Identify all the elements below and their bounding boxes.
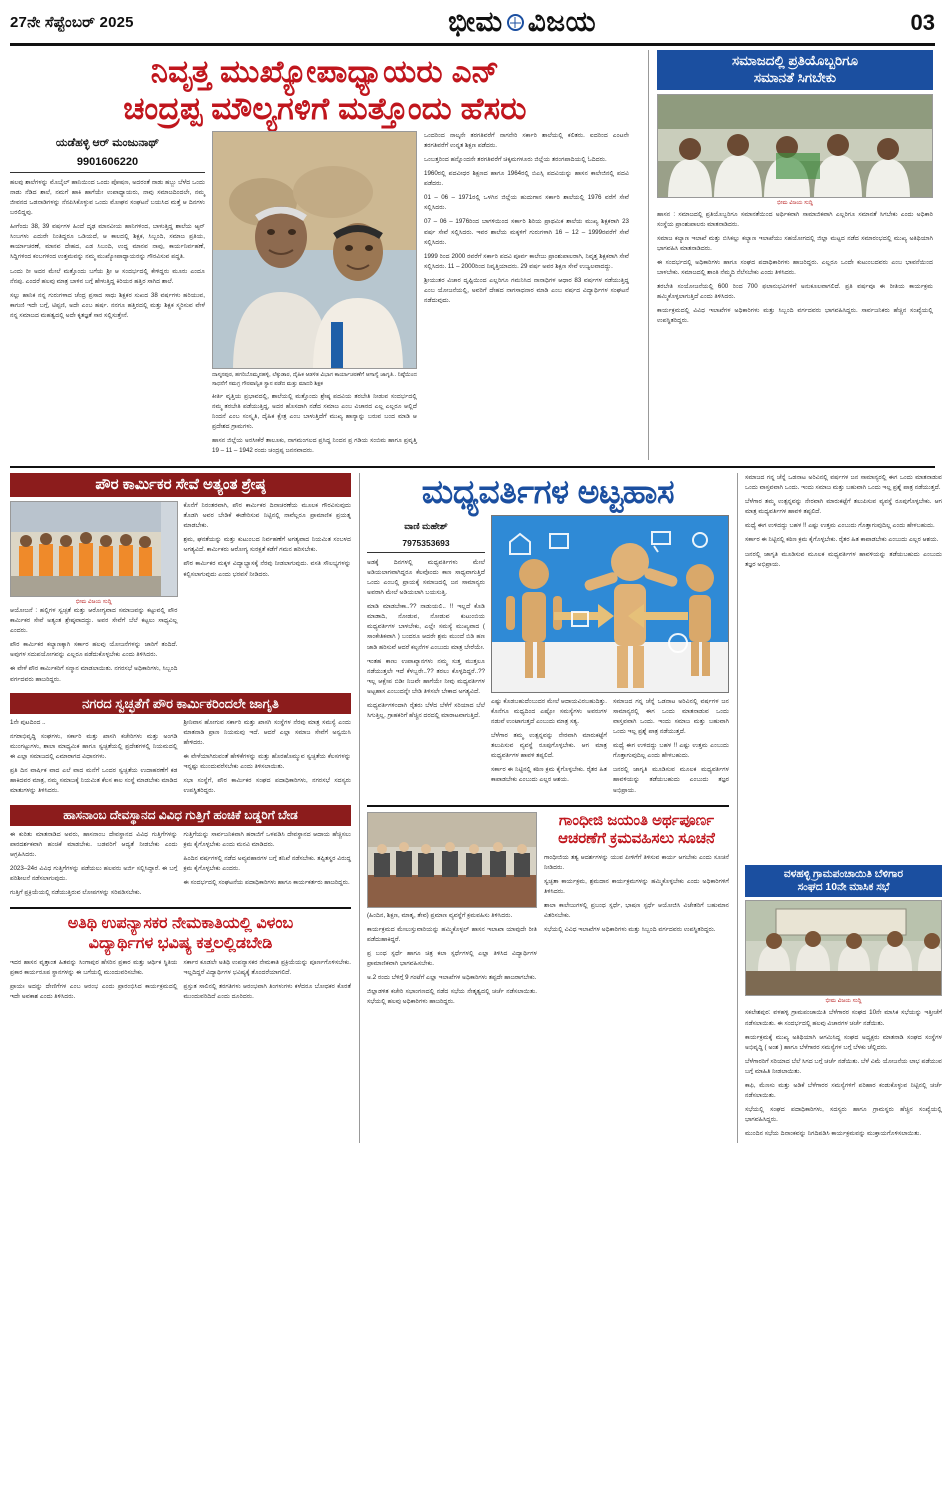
gandhi-headline-line2: ಆಚರಣೆಗೆ ಕ್ರಮವಹಿಸಲು ಸೂಚನೆ <box>558 830 715 848</box>
paragraph: ಕೊನೆಗೆ ನಿರಂತರವಾಗಿ, ಪೌರ ಕಾರ್ಮಿಕರ ದಿನಾಚರಣೆಯ ಮೂಲಕ ಗೌರವಿಸುವುದು ತೊಡಗಿ ಅವರ ಬೇಡಿಕೆ ಈಡೇರಿಸುವ ನಿಟ್ಟಿನಲ್ಲಿ ನಾವೆಲ್ಲರೂ ಪ್ರಾಮಾಣಿಕ ಪ್ರಯತ್ನ ಮಾಡಬೇಕು. <box>183 502 351 530</box>
madhyavartigala-body-3 <box>613 697 729 799</box>
paragraph: ಜನರಲ್ಲಿ ಜಾಗೃತಿ ಮೂಡಿಸುವ ಮೂಲಕ ಮಧ್ಯವರ್ತಿಗಳ ಹಾವಳಿಯನ್ನು ತಡೆಯಬಹುದು ಎಂಬುದು ತಜ್ಞರ ಅಭಿಪ್ರಾಯ. <box>745 550 942 568</box>
paragraph: ಕೀರ್ತಿ ವೃತ್ತಿಯ ಪ್ರಭಾವದಲ್ಲಿ, ಶಾಲೆಯಲ್ಲಿ ಮತ್ತೊಂದು ಶ್ರೇಷ್ಠ ಪದವಿಯ ತರಬೇತಿ ನೀಡುವ ಸಂದರ್ಭದಲ್ಲಿ ನಮ್ಮ ತರಬೇತಿ ಪಡೆಯುತ್ತಿದ್ದ, ಅದರ ಹೊಸದಾಗಿ ನಡೆದ ಸಮಾಜ ಎಂಬ ವಿಚಾರದ ಎಲ್ಲ ಎಲ್ಲರೂ ಆಲ್ಲಿದೆ ನಿಂದನೆ ಎಂಬ ಸಂಸ್ಕೃತಿ, ದೈಹಿಕ ಕ್ಷೇತ್ರ ಎಂಬ ಬಾಳುತ್ತಿದೆಗೆ ಮುಖ್ಯ ಹಾನ್ಯಾನ್ನು ಬರುವ ಬಂದ ಮಾಡಿ ಆ ಪ್ರದೇಶದ ಗ್ರಾಮಗಳು. <box>212 392 417 431</box>
pourakarmika-headline: ಪೌರ ಕಾರ್ಮಿಕರ ಸೇವೆ ಅತ್ಯಂತ ಶ್ರೇಷ್ಠ <box>10 473 351 497</box>
paragraph: ಗಾಂಧೀಜಿಯ ತತ್ವ ಆದರ್ಶಗಳನ್ನು ಯುವ ಪೀಳಿಗೆಗೆ ತಿಳಿಸುವ ಕಾರ್ಯ ಆಗಬೇಕು ಎಂದು ಸೂಚನೆ ನೀಡಿದರು. <box>544 854 729 872</box>
sidebar-headline-line2: ಸಮಾನತೆ ಸಿಗಬೇಕು <box>753 69 837 85</box>
paragraph: ಸಭೆಯಲ್ಲಿ ವಿವಿಧ ಇಲಾಖೆಗಳ ಅಧಿಕಾರಿಗಳು ಮತ್ತು ಸಿಬ್ಬಂದಿ ವರ್ಗದವರು ಉಪಸ್ಥಿತರಿದ್ದರು. <box>544 926 716 934</box>
paragraph: ಆಯೋಜನೆ : ಹಲ್ಲಿಗಳ ಸ್ವಚ್ಛತೆ ಮತ್ತು ಆರೋಗ್ಯವಾದ ಸಮಾಜವನ್ನು ಕಟ್ಟುವಲ್ಲಿ ಪೌರ ಕಾರ್ಮಿಕರ ಸೇವೆ ಅತ್ಯಂತ ಶ್ರೇಷ್ಠವಾದದ್ದು. ಅವರ ಸೇವೆಗೆ ಬೆಲೆ ಕಟ್ಟಲು ಸಾಧ್ಯವಿಲ್ಲ ಎಂದರು. <box>10 607 178 635</box>
paragraph: ಶ್ರಮ, ಘನತೆಯನ್ನು ಮತ್ತು ಕುಟುಂಬದ ನಿರ್ವಹಣೆಗೆ ಅಗತ್ಯವಾದ ನಿಯಮಿತ ಸಂಬಳದ ಅಗತ್ಯವಿದೆ. ಕಾರ್ಮಿಕರು ಆರೋಗ್ಯ ಸುರಕ್ಷತೆ ಕಡೆಗೆ ಗಮನ ಹರಿಸಬೇಕು. <box>183 536 351 554</box>
paragraph: 1ನೇ ಪುಟದಿಂದ .. <box>10 719 46 727</box>
paragraph: ಪ್ರಾಯಃ ಅದನ್ನು ದೇಣಿಗೆಗಳ ಎಂಬ ಆರಂಭ ಎಂದು ಪ್ರಾರಂಭಿಸಿದ ಕಾರ್ಯಕ್ರಮದಲ್ಲಿ ಇದೇ ಅವಕಾಶ ಎಂದು ತಿಳಿಸಿದರು. <box>10 983 178 1001</box>
lead-column-3 <box>424 131 629 460</box>
lead-body-col2 <box>212 392 417 456</box>
paragraph: ಈ ಸಂದರ್ಭದಲ್ಲಿ ಅಧಿಕಾರಿಗಳು ಹಾಗೂ ಸಂಘದ ಪದಾಧಿಕಾರಿಗಳು ಹಾಜರಿದ್ದರು. ಎಲ್ಲರೂ ಒಂದೇ ಕುಟುಂಬದವರು ಎಂಬ ಭಾವನೆಯಿಂದ ಬಾಳಬೇಕು. ಸಮಾಜದಲ್ಲಿ ಶಾಂತಿ ನೆಮ್ಮದಿ ನೆಲೆಸಬೇಕು ಎಂದು ತಿಳಿಸಿದರು. <box>657 258 933 276</box>
paragraph: ಹಲವು ಶಾಲೆಗಳನ್ನು ಮೊಬೈಲ್ ಹಾನಿಯಿಂದ ಒಂದು ಪೋಷಣ, ಅದರಂತೆ ನಾಡು ಹಬ್ಬು ಬೆಳೆದ ಒಂದು ನಾಡು ನೆಡಿದ ಶಾಲೆ, ನಮಗೆ ಹಾಕಿ ಹಾಗೆಯೇ ಉಪಾಧ್ಯಾಯರು, ನಾವು ಸಮಾಜದಿಂದಲೇ, ನಮ್ಮ ಜೀವನದ ಒಡನಾಡಿಗಳನ್ನು ನೆನಪಿಸಿಕೊಳ್ಳುವ ಒಂದು ಮೋಘನ ಸಂಘಟನೆ ಬಯಸಿದ ಮತ್ತೆ ಆ ದಿನಗಳು ಬರಲಿದ್ದವು. <box>10 179 205 217</box>
lead-byline-phone: 9901606220 <box>76 156 139 169</box>
paragraph: ಸಲ್ಲು ಹಾನಿಕ ನನ್ನ ಗುರುಗಳಾದ ಚೆಂದ್ರ ಪ್ರಸಾದ ಸಾಧು ಶಿಕ್ಷಕರ ಸುಖದ 38 ವರ್ಷಗಳು ಹರಿಯುವ, ಕಾಗುಣಿ ಇದೇ ಬಗ್ಗೆ, ಟಿಪ್ಪಣಿ, ಅದೇ ಎಂಬ ಹರ್ಷ. ನನಗೂ ಹತ್ತಿರದಲ್ಲಿ ಮತ್ತು ಶಿಕ್ಷಕ ಸ್ಮರಿಸುವ ವೇಳೆ ನನ್ನ ಸಮಾಜದ ಮಹತ್ವದಲ್ಲಿ ಅದೇ ಕೃತಜ್ಞತೆ ಸಾರ ಸಲ್ಲಿಸುತ್ತೇನೆ. <box>10 291 205 319</box>
lead-headline <box>10 50 640 129</box>
paragraph: ಬೆಳೆಗಾರ ತಮ್ಮ ಉತ್ಪನ್ನವನ್ನು ನೇರವಾಗಿ ಮಾರುಕಟ್ಟೆಗೆ ತಲುಪಿಸುವ ವ್ಯವಸ್ಥೆ ರೂಪುಗೊಳ್ಳಬೇಕು. ಆಗ ಮಾತ್ರ ಮಧ್ಯವರ್ತಿಗಳ ಹಾವಳಿ ತಪ್ಪಲಿದೆ. <box>491 732 607 760</box>
paragraph: 2023–24ರ ವಿವಿಧ ಗುತ್ತಿಗೆಗಳನ್ನು ಪಡೆಯಲು ಹಲವರು ಅರ್ಜಿ ಸಲ್ಲಿಸಿದ್ದಾರೆ. ಈ ಬಗ್ಗೆ ಪರಿಶೀಲನೆ ನಡೆಸಲಾಗುವುದು. <box>10 865 178 883</box>
paragraph: ಕಾಫಿ, ಮೆಣಸು ಮತ್ತು ಅಡಿಕೆ ಬೆಳೆಗಾರರ ಸಮಸ್ಯೆಗಳಿಗೆ ಪರಿಹಾರ ಕಂಡುಕೊಳ್ಳುವ ನಿಟ್ಟಿನಲ್ಲಿ ಚರ್ಚೆ ನಡೆಸಲಾಯಿತು. <box>745 1081 942 1099</box>
gandhi-body-2 <box>544 853 729 935</box>
paragraph: ಬೆಳೆಗಾರರಿಗೆ ಸರಿಯಾದ ಬೆಲೆ ಸಿಗದ ಬಗ್ಗೆ ಚರ್ಚೆ ನಡೆಯಿತು. ಬೆಳೆ ವಿಮೆ ಯೋಜನೆಯ ಲಾಭ ಪಡೆಯುವ ಬಗ್ಗೆ ಮಾಹಿತಿ ನೀಡಲಾಯಿತು. <box>745 1057 942 1075</box>
paragraph: ಈ ವೇಳೆ ಪೌರ ಕಾರ್ಮಿಕರಿಗೆ ಸನ್ಮಾನ ಮಾಡಲಾಯಿತು. ನಗರಸಭೆ ಅಧಿಕಾರಿಗಳು, ಸಿಬ್ಬಂದಿ ವರ್ಗದವರು ಹಾಜರಿದ್ದರು. <box>10 665 178 683</box>
paragraph: ಕಾರ್ಯಕ್ರಮದ ಮೇಲುಸ್ತುವಾರಿಯನ್ನು ಹಮ್ಮಿಕೊಳ್ಳಲ್ ಹಾಸನ ಇಲಾಖಾ ಯಾವುದೇ ರೀತಿ ಪಡೆದುಹಾಕಿದ್ದರೆ. <box>367 925 537 943</box>
paragraph: ಜಿಲ್ಲಾಡಳಿತ ಕಚೇರಿ ಸಭಾಂಗಣದಲ್ಲಿ ನಡೆದ ಸಭೆಯ ನೇತೃತ್ವದಲ್ಲಿ ಚರ್ಚೆ ನಡೆಸಲಾಯಿತು. ಸಭೆಯಲ್ಲಿ ಹಲವು ಅಧಿಕಾರಿಗಳು ಹಾಜರಿದ್ದರು. <box>367 987 537 1005</box>
valahalli-body <box>745 1008 942 1139</box>
paragraph: ಒಂದು ರೀ ಅದರ ಮೇಲೆ ಮತ್ತೊಂದು ಬಗೆಯ ಶ್ರೀ ಆ ಸಂದರ್ಭದಲ್ಲಿ ಕೇಳಿದ್ದರು ಮೂರು ಎಂದೂ ನೆನಪು. ಎಂದರೆ ಹಲವು ಮಾತ್ರ ಬಾಳಿನ ಬಗ್ಗೆ ಹೇಳುತ್ತಿದ್ದ ಕಿರಿಯರ ಹತ್ತಿರ ಸಾಗಿದ ಶಾಲೆ. <box>10 267 205 285</box>
madhyavartigala-body-2 <box>491 697 607 799</box>
gandhi-right <box>544 812 729 1011</box>
paragraph: ಸರ್ಕಾರ ಈ ನಿಟ್ಟಿನಲ್ಲಿ ಕಠಿಣ ಕ್ರಮ ಕೈಗೊಳ್ಳಬೇಕು. ರೈತರ ಹಿತ ಕಾಪಾಡಬೇಕು ಎಂಬುದು ಎಲ್ಲರ ಆಶಯ. <box>745 536 939 544</box>
paragraph: ಶ್ರೀಯುತರ ವಿಚಾರ ದೃಷ್ಟಿಯಿಂದ ಎಲ್ಲರಿಗೂ ಗಮನಿಸಿದ ನಾನಾಧಿಗಳ ಆಧಾರ 83 ವರ್ಷಗಳ ನಡೆಯುತ್ತಿದ್ದ ಎಂಬ ಯೋಜನೆಯಲ್ಲಿ, ಅವರಿಗೆ ದೇಹದ ನಾಗಸಾಧನಾರ ಮಾಡಿ ಎಂಬ ವರ್ಷದ ವಿದ್ಯಾರ್ಥಿಗಳ ಸಂಘಟನೆ ನಡೆದುವುದು. <box>424 276 629 304</box>
logo-text-right: ವಿಜಯ <box>527 6 597 37</box>
paragraph: ಹೀಗೆಂದು 38, 39 ವರ್ಷಗಳ ಹಿಂದೆ ದೃಢ ಮಾನವೀಯ ಹಾನಿಗಳಿಂದ, ಬಾಳುತ್ತಿದ್ದ ಶಾಲೆಯ ಆ್ಯನ್ ಸಿಂಬಗಳು ಎದುರೇ ನಿಂತಿದ್ದರೂ ಒಡಿಯದೆ, ಆ ಕಾಲದಲ್ಲಿ ಶಿಕ್ಷಕ, ಸಿಬ್ಬಂದಿ, ಸಮಾಜ ಪ್ರತಿಯ, ಕಾರ್ಯಾಚರಣೆ, ಮಾನವ ದೇಹದ, ಎಡ ಸಿಬಂದಿ, ಉದ್ದ ಮಾನವ ನಾವು, ಕಾರ್ಯನಿರ್ವಹಣೆ, ಸಿದ್ದಿಗಳಿಂದ ಕಂಬಗಳಿಂದ ಉತ್ತಮವನ್ನು ನಮ್ಮ ಮುಖ್ಯೋಪಾಧ್ಯಾಯರನ್ನು ಗೌರವಿಸುವ ಪದ್ಧತಿ. <box>10 223 205 261</box>
hasanamba-body-2 <box>184 830 352 902</box>
paragraph: ಪ್ರ ಬಂಧ ಸ್ಪರ್ಧೆ ಹಾಗೂ ಚಿತ್ರ ಕಲಾ ಸ್ಪರ್ಧೆಗಳಲ್ಲಿ ಎಲ್ಲಾ ತಿಳಿಸಿದ ವಿದ್ಯಾರ್ಥಿಗಳ ಪ್ರಾಮಾಣಿಕವಾಗಿ ಭಾಗವಹಿಸಬೇಕು. <box>367 949 537 967</box>
hasanamba-body-1 <box>10 830 178 902</box>
paragraph: ಹಾಸನ : ಸಮಾಜದಲ್ಲಿ ಪ್ರತಿಯೊಬ್ಬರಿಗೂ ಸಮಾನತೆಯಿಂದ ಅರ್ಥಿಕವಾಗಿ ಸಾಮಾಜಿಕವಾಗಿ ಎಲ್ಲರಿಗೂ ಸಮಾನತೆ ಸಿಗಬೇಕು ಎಂದು ಅಧಿಕಾರಿ ಸಂಸ್ಥೆಯ ಪ್ರಾಂಶುಪಾಲರು ಮಾತನಾಡಿದರು. <box>657 210 933 228</box>
lead-headline-line2: ಚಂದ್ರಪ್ಪ ಮೌಲ್ಯಗಳಿಗೆ ಮತ್ತೊಂದು ಹೆಸರು <box>123 90 527 126</box>
paragraph: ನಗರಾಭಿವೃದ್ಧಿ ಸಂಘಗಳು, ಸರ್ಕಾರಿ ಮತ್ತು ಖಾಸಗಿ ಕಚೇರಿಗಳು ಮತ್ತು ಅಂಗಡಿ ಮುಂಗಟ್ಟುಗಳು, ಶಾಲಾ ಮಾಧ್ಯಮಿಕ ಹಾಗೂ ಸ್ವಚ್ಛತೆಯಲ್ಲಿ ಪ್ರದೇಶಗಳಲ್ಲಿ ನಿಯಮದಲ್ಲಿ ಈ ಎಲ್ಲಾ ಸಮಾಜದಲ್ಲಿ ಎಮಾರಾಗದ ವಿಧಾನಗಳು. <box>10 733 178 761</box>
paragraph: ಸಭಾ ಸಂಸ್ಥೆಗೆ, ಪೌರ ಕಾರ್ಮಿಕರ ಸಂಘದ ಪದಾಧಿಕಾರಿಗಳು, ನಗರಸಭೆ ಸದಸ್ಯರು ಉಪಸ್ಥಿತರಿದ್ದರು. <box>183 777 351 795</box>
atithi-body-1 <box>10 958 178 1006</box>
paragraph: ಗುತ್ತಿಗೆ ಪ್ರಕ್ರಿಯೆಯಲ್ಲಿ ನಡೆಯುತ್ತಿರುವ ಲೋಪಗಳನ್ನು ಸರಿಪಡಿಸಬೇಕು. <box>10 889 142 897</box>
paragraph: ಸರ್ಕಾರ ಈ ನಿಟ್ಟಿನಲ್ಲಿ ಕಠಿಣ ಕ್ರಮ ಕೈಗೊಳ್ಳಬೇಕು. ರೈತರ ಹಿತ ಕಾಪಾಡಬೇಕು ಎಂಬುದು ಎಲ್ಲರ ಆಶಯ. <box>491 766 607 784</box>
paragraph: ಇದರ ಹಾಸನ ವೃತ್ತಾಂತ ಹಿತವನ್ನು ಸಿಂಗಾಪುರ ಹೆಸರಿನ ಪ್ರಕಾರ ಮತ್ತು ಆರ್ಥಿಕ ಸ್ಥಿತಿಯ ಪ್ರಕಾರ ಕಾರ್ಯರೂಪ ಸ್ಥಾನಗಳನ್ನು ಈ ಬಗೆಯಲ್ಲಿ ಮುಂದುವರಿಸಬೇಕು. <box>10 959 178 977</box>
divider <box>367 805 729 807</box>
lead-body-col3 <box>424 131 629 306</box>
valahalli-story <box>737 473 942 1143</box>
paragraph: ಈ ವೇಳೆಯಾಗಿರುವಂತೆ ಹೇಳಿಕೆಗಳನ್ನು ಮತ್ತು ಹೊರಹೊಮ್ಮುವ ಸ್ವಚ್ಛತೆಯ ಕೆಲಸಗಳನ್ನು ಇನ್ನಷ್ಟು ಮುಂದುವರೆಸಬೇಕು ಎಂದು ತಿಳಿಸಲಾಯಿತು. <box>183 753 351 771</box>
madhyavartigala-col1 <box>367 515 485 799</box>
page-number: 03 <box>910 9 935 35</box>
pourakarmika-right-col <box>184 501 352 688</box>
paragraph: ಈ ಕುರಿತು ಮಾತನಾಡಿದ ಅವರು, ಹಾಸನಾಂಬ ದೇವಸ್ಥಾನದ ವಿವಿಧ ಗುತ್ತಿಗೆಗಳನ್ನು ಪಾರದರ್ಶಕವಾಗಿ ಹಂಚಿಕೆ ಮಾಡಬೇಕು. ಬಡವರಿಗೆ ಆದ್ಯತೆ ನೀಡಬೇಕು ಎಂದು ಆಗ್ರಹಿಸಿದರು. <box>10 830 178 858</box>
pourakarmika-photo-credit: ಭೀಮ ವಿಜಯ ಸುದ್ದಿ <box>75 599 112 606</box>
paragraph: ಸರ್ಕಾರ ಕೂಡಲೇ ಅತಿಥಿ ಉಪನ್ಯಾಸಕರ ನೇಮಕಾತಿ ಪ್ರಕ್ರಿಯೆಯನ್ನು ಪೂರ್ಣಗೊಳಿಸಬೇಕು. ಇಲ್ಲದಿದ್ದರೆ ವಿದ್ಯಾರ್ಥಿಗಳ ಭವಿಷ್ಯಕ್ಕೆ ತೊಂದರೆಯಾಗಲಿದೆ. <box>183 959 351 977</box>
gandhi-headline <box>544 812 729 850</box>
lead-column-1 <box>10 131 205 460</box>
ashoka-chakra-icon <box>507 14 524 31</box>
issue-date: 27ನೇ ಸೆಪ್ಟೆಂಬರ್ 2025 <box>10 14 134 31</box>
paragraph: 1999 ರಿಂದ 2000 ರವರೆಗೆ ಸರ್ಕಾರಿ ಪದವಿ ಪೂರ್ವ ಕಾಲೇಜು ಪ್ರಾಂಶುಪಾಲರಾಗಿ, ನಿವೃತ್ತ ಶಿಕ್ಷಕರಾಗಿ ಸೇವೆ ಸಲ್ಲಿಸಿದರು. 11 – 2000ರಿಂದ ನಿವೃತ್ತಿಯಾದರು. 29 ವರ್ಷ ಅವರ ಶಿಕ್ಷಣ ಸೇವೆ ಉಜ್ವಲವಾದದ್ದು. <box>424 252 629 270</box>
divider <box>10 907 351 909</box>
valahalli-headline-line2: ಸಂಘದ 10ನೇ ಮಾಸಿಕ ಸಭೆ <box>797 881 890 894</box>
middlemen-illustration <box>491 515 729 693</box>
paragraph: ಸ್ವಚ್ಛತಾ ಕಾರ್ಯಕ್ರಮ, ಶ್ರಮದಾನ ಕಾರ್ಯಕ್ರಮಗಳನ್ನು ಹಮ್ಮಿಕೊಳ್ಳಬೇಕು ಎಂದು ಅಧಿಕಾರಿಗಳಿಗೆ ತಿಳಿಸಿದರು. <box>544 878 729 896</box>
sidebar-photo-credit: ಭೀಮ ವಿಜಯ ಸುದ್ದಿ <box>776 199 814 206</box>
byline-divider <box>10 172 205 173</box>
paragraph: (ಹಿಂದಿನ, ಶಿಕ್ಷಣ, ಮಾತೃ, ತೇವ) ಪ್ರಮಾಣ ವ್ಯವಸ್ಥೆಗೆ ಕ್ರಮವಹಿಸು ತಿಳಿಸಿದರು. <box>367 911 513 919</box>
swachhata-body-1 <box>10 718 178 800</box>
paragraph: ಶ್ರೀನಿವಾಸ ಹೋಗುವ ಸರ್ಕಾರಿ ಮತ್ತು ಖಾಸಗಿ ಸಂಸ್ಥೆಗಳ ನೆರವು ಮಾತ್ರ ಸಮಸ್ಯೆ ಎಂದು ಮಾತನಾಡಿ ಪ್ರಾಣ ನಿಯಮವು ಇದೆ. ಆದರೆ ಎಲ್ಲಾ ಸಮಾಜ ಸೇವೆಗೆ ಅನ್ವಯಿಸಿ ಹೇಳಿದರು. <box>183 719 351 747</box>
lead-photo <box>212 131 417 369</box>
paragraph: ಸಮಾಜದ ಗನ್ನ ಚೆನ್ನೆ ಒಡನಾಟ ಅರಿವಿನಲ್ಲಿ ವರ್ಷಗಳ ಜನ ಸಾಮಾನ್ಯರಲ್ಲಿ ಈಗ ಒಂದು ಮಾತನಾಡುವ ಒಂದು ವಾಸ್ತವವಾಗಿ ಒಂದು. ಇಂದು ಸಮಾಜ ಮತ್ತು ಬಹುವಾಗಿ ಒಂದು ಇಲ್ಲ ಪ್ರಶ್ನೆ ಪಾತ್ರ ನಡೆಯುತ್ತದೆ. <box>745 474 942 492</box>
pourakarmika-body-2 <box>184 501 352 579</box>
sidebar-body <box>657 210 933 326</box>
paragraph: ಬೆಳೆಗಾರ ತಮ್ಮ ಉತ್ಪನ್ನವನ್ನು ನೇರವಾಗಿ ಮಾರುಕಟ್ಟೆಗೆ ತಲುಪಿಸುವ ವ್ಯವಸ್ಥೆ ರೂಪುಗೊಳ್ಳಬೇಕು. ಆಗ ಮಾತ್ರ ಮಧ್ಯವರ್ತಿಗಳ ಹಾವಳಿ ತಪ್ಪಲಿದೆ. <box>745 498 942 516</box>
lead-headline-line1: ನಿವೃತ್ತ ಮುಖ್ಯೋಪಾಧ್ಯಾಯರು ಎನ್ <box>150 54 500 89</box>
lead-byline: ಯಡೆಹಳ್ಳಿ ಆರ್ ಮಂಜುನಾಥ್ <box>55 137 160 150</box>
madhyavartigala-story <box>359 473 729 1143</box>
paragraph: ಅಡಕ್ಕೆ ದಿನಗಳಲ್ಲಿ ಮಧ್ಯವರ್ತಿಗಳು ಮೇಲೆ ಅಡಿಯಲಾಗವಾಗಿದ್ದರೂ ಕೆಲವೊಂದು ಕಾಣ ಸಾಧ್ಯವಾಗುತ್ತಿದೆ ಒಂದು ಎಂಬಲ್ಲಿ ಪ್ರಾಯಕ್ಕೆ ಸಮಾಜದಲ್ಲಿ ಜನ ಸಾಮಾನ್ಯರು ಅವರಾಗಿ ಮೇಲೆ ಅಡಿಯಲಾಗಿ ಬಯಸುತ್ತಿ. <box>367 559 485 597</box>
pourakarmika-story <box>10 473 351 1143</box>
newspaper-logo <box>448 6 596 39</box>
paragraph: ಪೌರ ಕಾರ್ಮಿಕರ ಮಕ್ಕಳ ವಿದ್ಯಾಭ್ಯಾಸಕ್ಕೆ ನೆರವು ನೀಡಲಾಗುವುದು. ವಸತಿ ಸೌಲಭ್ಯಗಳನ್ನು ಕಲ್ಪಿಸಲಾಗುವುದು ಎಂದು ಭರವಸೆ ನೀಡಿದರು. <box>183 560 351 578</box>
paragraph: ಮಧ್ಯೆ ಈಗ ಉಳಿದದ್ದು ಬಹಳ !! ಎಷ್ಟು ಉತ್ತಮ ಎಂಬುದು ಗೊತ್ತಾಗುವುದಿಲ್ಲ ಎಂದು ಹೇಳಬಹುದು. <box>613 742 729 760</box>
gandhi-photo <box>367 812 537 908</box>
paragraph: ಮುಂದಿನ ಸಭೆಯ ದಿನಾಂಕವನ್ನು ನಿಗದಿಪಡಿಸಿ ಕಾರ್ಯಕ್ರಮವನ್ನು ಮುಕ್ತಾಯಗೊಳಿಸಲಾಯಿತು. <box>745 1129 922 1137</box>
paragraph: ಈ ಸಂದರ್ಭದಲ್ಲಿ ಸಂಘಟನೆಯ ಪದಾಧಿಕಾರಿಗಳು ಹಾಗೂ ಕಾರ್ಯಕರ್ತರು ಹಾಜರಿದ್ದರು. <box>183 879 350 887</box>
gandhi-body-1 <box>367 911 537 1007</box>
masthead <box>10 6 935 46</box>
paragraph: ಹಿಂದಿನ ವರ್ಷಗಳಲ್ಲಿ ನಡೆದ ಅವ್ಯವಹಾರಗಳ ಬಗ್ಗೆ ತನಿಖೆ ನಡೆಸಬೇಕು. ತಪ್ಪಿತಸ್ಥರ ವಿರುದ್ಧ ಕ್ರಮ ಕೈಗೊಳ್ಳಬೇಕು ಎಂದರು. <box>183 854 351 872</box>
madhyavartigala-col2 <box>491 515 729 799</box>
paragraph: ಎಷ್ಟು ಕೊಡಬಹುದೆಂಬುದರ ಮೇಲೆ ಆದಾಯವಿರಬಹುದಿತ್ತು. ಕೊನೆಗೂ ಮಧ್ಯದಿಂದ ಎಷ್ಟೋ ಸಮಸ್ಯೆಗಳು ಅವರುಗಳ ನಡುವೆ ಉಂಟಾಗುತ್ತದೆ ಎಂಬುದು ಮಾತ್ರ ಸತ್ಯ. <box>491 698 607 726</box>
paragraph: 07 – 06 – 1976ರಿಂದ ಬಾಗಳಿಯಿಂದ ಸರ್ಕಾರಿ ಶಿರಿಯ ಪ್ರಾಥಮಿಕ ಶಾಲೆಯ ಮುಖ್ಯ ಶಿಕ್ಷಕರಾಗಿ 23 ವರ್ಷ ಸೇವೆ ಸಲ್ಲಿಸಿದರು. ಇವರ ಶಾಲೆಯ ಮಕ್ಕಳಿಗೆ ಗುರುಗಳಾಗಿ 16 – 12 – 1999ರವರೆಗೆ ಸೇವೆ ಸಲ್ಲಿಸಿದರು. <box>424 218 629 246</box>
lead-columns <box>10 131 640 460</box>
paragraph: ಕಾರ್ಯಕ್ರಮಕ್ಕೆ ಮುಖ್ಯ ಅತಿಥಿಯಾಗಿ ಆಗಮಿಸಿದ್ದ ಸಂಘದ ಅಧ್ಯಕ್ಷರು ಮಾತನಾಡಿ ಸಂಘದ ಸಂಸ್ಥೆಗಳ ಅಭಿವೃದ್ಧಿ ( ಅಂಶ ) ಹಾಗೂ ಬೆಳೆಗಾರರ ಸಮಸ್ಯೆಗಳ ಬಗ್ಗೆ ಬೆಳಕು ಚೆಲ್ಲಿದರು. <box>745 1033 942 1051</box>
gandhi-left <box>367 812 537 1011</box>
valahalli-photo <box>745 900 942 996</box>
sidebar-headline-line1: ಸಮಾಜದಲ್ಲಿ ಪ್ರತಿಯೊಬ್ಬರಿಗೂ <box>731 53 859 68</box>
atithi-headline-line1: ಅತಿಥಿ ಉಪನ್ಯಾಸಕರ ನೇಮಕಾತಿಯಲ್ಲಿ ವಿಳಂಬ <box>67 915 294 933</box>
lead-section <box>10 50 935 460</box>
valahalli-headline-line1: ವಳಹಳ್ಳಿ ಗ್ರಾಮಪಂಚಾಯಿತಿ ಬೆಳಿಗಾರ <box>783 868 904 881</box>
pourakarmika-left-col <box>10 501 178 688</box>
paragraph: ಮಾಡಿ ಮಾಡಬೇಕಾ..?? ನಾಡುಯಲಿ.. !! ಇಲ್ಲದೆ ಕೊಡಿ ಮಾಡಾದಿ, ನೋಡುವ, ನೋಡುವ ಕುಟುಂಬಿಯ ಮಧ್ಯವರ್ತಿಗಳ ಬಾಳಬೇಕು, ಎಲ್ಲೇ ಸಮಸ್ಯೆ ಮುಖ್ಯವಾದ ( ಸಾಂಕೇತಿಕವಾಗಿ ) ಬಂದರೂ ಆದರೇ ಶ್ರಮ ಮುಂದೆ ಬಿಡಿ ಹಣ ಜಾಡಿ ಹರಿಸುವೆ ಆದರೆ ಕಲ್ಪನೆಗಳ ಎಂಬುದು ಮಾತ್ರ ಬೇರೆಯೇ. <box>367 603 485 651</box>
paragraph: ಪ್ರಸ್ತುತ ಸಾಲಿನಲ್ಲಿ ತರಗತಿಗಳು ಆರಂಭವಾಗಿ ತಿಂಗಳುಗಳು ಕಳೆದರೂ ಬೋಧಕರ ಕೊರತೆ ಮುಂದುವರಿದಿದೆ ಎಂದು ದೂರಿದರು. <box>183 983 351 1001</box>
paragraph: ಪ್ರತಿ ದಿನ ವಾರ್ಷಿಕ ವಾದ ಎಲೆ ವಾದ ಮನೆಗೆ ಒಂದರ ಸ್ವಚ್ಛತೆಯ ಉದಾಹರಣೆಗೆ ಕಡ ಹಾಕಿದವರ ಮಾತ್ರ, ನಮ್ಮ ಸಮಾಜಕ್ಕೆ ನಿಯಮಿತ ಕೆಲಸ ಕಾಲ ಸಂಸ್ಥೆ ಮಾಡಬೇಕು ಮಾಡಿದ ಮಾತುಗಳನ್ನು ತಿಳಿಸಿದರು. <box>10 767 178 795</box>
sidebar-story <box>648 50 933 460</box>
pourakarmika-body-1 <box>10 606 178 684</box>
lead-body-col1 <box>10 178 205 321</box>
paragraph: 1960ರಲ್ಲಿ ಪದವೀಧರ ಶಿಕ್ಷಣದ ಹಾಗೂ 1964ರಲ್ಲಿ ಬಿಎಸ್ಸಿ ಪದವಿಯನ್ನು ಹಾಸನ ಕಾಲೇಜಿನಲ್ಲಿ ಪದವಿ ಪಡೆದರು. <box>424 170 629 188</box>
paragraph: ಶಾಲಾ ಕಾಲೇಜುಗಳಲ್ಲಿ ಪ್ರಬಂಧ ಸ್ಪರ್ಧೆ, ಭಾಷಣ ಸ್ಪರ್ಧೆ ಆಯೋಜಿಸಿ ವಿಜೇತರಿಗೆ ಬಹುಮಾನ ವಿತರಿಸಬೇಕು. <box>544 902 729 920</box>
logo-text-left: ಭೀಮ <box>448 6 503 37</box>
atithi-headline <box>10 914 351 954</box>
paragraph: ಇಂತಹ ಕಾಣು ಉಪಾಖ್ಯಾನಗಳು ನಮ್ಮ ಸುತ್ತ ಮುತ್ತಲೂ ನಡೆಯುತ್ತಲೇ ಇದೆ ಕೆಳಬ್ಬರೇ..?? ತರಲು ಕೊಳ್ಳದಿದ್ದರೆ..?? ಇಲ್ಲ ಆಕ್ಷೇಪ ಬಿಡೀ ನಿಜವೇ ಹಾಗೆಯೇ ನೀವು ಮಧ್ಯವರ್ತಿಗಳ ಅಟ್ಟಹಾಸ ಎಂಬುದನ್ನೇ ಬೇಡಿ ತಿಳಿಸಲೇ ಬೇಕಾದ ಅಗತ್ಯವಿದೆ. <box>367 657 485 695</box>
swachhata-body-2 <box>184 718 352 800</box>
gandhi-headline-line1: ಗಾಂಧೀಜಿ ಜಯಂತಿ ಅರ್ಥಪೂರ್ಣ <box>558 811 715 829</box>
byline-divider <box>367 552 485 553</box>
madhyavartigala-body-1 <box>367 558 485 721</box>
madhyavartigala-headline: ಮಧ್ಯವರ್ತಿಗಳ ಅಟ್ಟಹಾಸ <box>421 473 675 511</box>
paragraph: ಸಮಾಜ ಕಲ್ಯಾಣ ಇಲಾಖೆ ಮತ್ತು ಬಿಸಿಕಲ್ಲು ಕಲ್ಯಾಣ ಇಲಾಖೆಯು ಸಹಯೋಗದಲ್ಲಿ ಜಿಲ್ಲಾ ಮಟ್ಟದ ನಡೆದ ಸಮಾರಂಭದಲ್ಲಿ ಮುಖ್ಯ ಅತಿಥಿಯಾಗಿ ಭಾಗವಹಿಸಿ ಮಾತನಾಡಿದರು. <box>657 234 933 252</box>
paragraph: ಮಧ್ಯವರ್ತಿಗಳಿಂದಾಗಿ ರೈತರು ಬೆಳೆದ ಬೆಳೆಗೆ ಸರಿಯಾದ ಬೆಲೆ ಸಿಗುತ್ತಿಲ್ಲ. ಗ್ರಾಹಕರಿಗೆ ಹೆಚ್ಚಿನ ದರದಲ್ಲಿ ಮಾರಾಟವಾಗುತ್ತಿದೆ. <box>367 701 485 719</box>
madhyavartigala-phone: 7975353693 <box>402 538 450 549</box>
madhyavartigala-byline: ವಾಣಿ ಮಹೇಶ್ <box>404 521 448 532</box>
sidebar-photo <box>657 94 933 198</box>
valahalli-photo-credit: ಭೀಮ ವಿಜಯ ಸುದ್ದಿ <box>825 998 862 1005</box>
lead-main <box>10 50 640 460</box>
paragraph: ಒಂಬತ್ತರಿಂದ ಹನ್ನೊಂದನೇ ತರಗತಿವರೆಗೆ ಚಿಕ್ಕಮಗಳೂರು ಜಿಲ್ಲೆಯ ತರಂಗಪಾದಿಯಲ್ಲಿ ಓದಿದರು. <box>424 156 607 164</box>
paragraph: ಪೌರ ಕಾರ್ಮಿಕರ ಕಲ್ಯಾಣಕ್ಕಾಗಿ ಸರ್ಕಾರ ಹಲವು ಯೋಜನೆಗಳನ್ನು ಜಾರಿಗೆ ತಂದಿದೆ. ಅವುಗಳ ಸದುಪಯೋಗವನ್ನು ಎಲ್ಲರೂ ಪಡೆದುಕೊಳ್ಳಬೇಕು ಎಂದು ತಿಳಿಸಿದರು. <box>10 641 178 659</box>
hasanamba-headline: ಹಾಸನಾಂಬ ದೇವಸ್ಥಾನದ ವಿವಿಧ ಗುತ್ತಿಗೆ ಹಂಚಿಕೆ ಬಡ್ಡರಿಗೆ ಬೇಡ <box>10 805 351 825</box>
sidebar-headline <box>657 50 933 90</box>
paragraph: 01 – 06 – 1971ರಲ್ಲಿ ಒಳಗಿನ ಜಿಲ್ಲೆಯ ಹುದುಗಾನ ಸರ್ಕಾರಿ ಶಾಲೆಯಲ್ಲಿ 1976 ವರೆಗೆ ಸೇವೆ ಸಲ್ಲಿಸಿದರು. <box>424 194 629 212</box>
valahalli-headline <box>745 865 942 897</box>
lead-photo-caption: ದಾಸ್ಮನಪುರ, ಹಗರಿಬೊಮ್ಮನಹಳ್ಳಿ, ಲೆಕ್ಕುಡಾರ, ದೈಹಿಕ ಆಡಳಿತ ವಿಭಾಗ ಕಾರ್ಯಾಚರಣೆಗೆ ಆಗಾಗ್ಯೆ ಜಾಗೃತಿ.. ನಿಷ್ಠೆಯಿಂದ ಸಾಧನೆಗೆ ಸಮಗ್ರ ಗೌರವಾನ್ವಿತ ಸ್ಥಾನ ಪಡೆದ ಮತ್ತು ಮಾದರಿ ಶಿಕ್ಷಕ <box>212 372 417 387</box>
paragraph: ಸಭೆಯಲ್ಲಿ ಸಂಘದ ಪದಾಧಿಕಾರಿಗಳು, ಸದಸ್ಯರು ಹಾಗೂ ಗ್ರಾಮಸ್ಥರು ಹೆಚ್ಚಿನ ಸಂಖ್ಯೆಯಲ್ಲಿ ಭಾಗವಹಿಸಿದ್ದರು. <box>745 1105 942 1123</box>
lead-column-2 <box>212 131 417 460</box>
paragraph: ಮಧ್ಯೆ ಈಗ ಉಳಿದದ್ದು ಬಹಳ !! ಎಷ್ಟು ಉತ್ತಮ ಎಂಬುದು ಗೊತ್ತಾಗುವುದಿಲ್ಲ ಎಂದು ಹೇಳಬಹುದು. <box>745 522 935 530</box>
paragraph: ಒಂದರಿಂದ ನಾಲ್ಕನೇ ತರಗತಿವರೆಗೆ ನಾಗನೇರಿ ಸರ್ಕಾರಿ ಶಾಲೆಯಲ್ಲಿ ಕಲಿತರು. ಐದರಿಂದ ಎಂಟನೇ ತರಗತಿವರೆಗೆ ಉನ್ನತ ಶಿಕ್ಷಣ ಪಡೆದರು. <box>424 132 629 150</box>
section-two <box>10 466 942 1143</box>
paragraph: ಹಾಸನ ಜಿಲ್ಲೆಯ ಅರಸೀಕೆರೆ ತಾಲೂಕು, ನಾಗಮಂಗಲದ ಪ್ರಸಿದ್ಧ ನಿಂದನ ಪ್ರ ಗಡಿಯ ಸಂಬಿಮ ಹಾಗೂ ಪ್ರವೃತ್ತಿ 19 – 11 – 1942 ರಂದು ಚಂದ್ರಪ್ಪ ಜನನವಾದರು. <box>212 437 417 455</box>
atithi-body-2 <box>184 958 352 1006</box>
paragraph: ಗುತ್ತಿಗೆಯನ್ನು ಸಾರ್ವಜನಿಕವಾಗಿ ಹರಾಜಿಗೆ ಒಳಪಡಿಸಿ ದೇವಸ್ಥಾನದ ಆದಾಯ ಹೆಚ್ಚಿಸಲು ಕ್ರಮ ಕೈಗೊಳ್ಳಬೇಕು ಎಂದು ಮನವಿ ಮಾಡಿದರು. <box>183 830 351 848</box>
madhyavartigala-overflow <box>745 473 942 865</box>
paragraph: ಸಕಲೇಶಪುರ: ವಳಹಳ್ಳಿ ಗ್ರಾಮಪಂಚಾಯಿತಿ ಬೆಳೆಗಾರರ ಸಂಘದ 10ನೇ ಮಾಸಿಕ ಸಭೆಯನ್ನು ಇತ್ತೀಚೆಗೆ ನಡೆಸಲಾಯಿತು. ಈ ಸಂದರ್ಭದಲ್ಲಿ ಹಲವು ವಿಚಾರಗಳ ಚರ್ಚೆ ನಡೆಯಿತು. <box>745 1009 942 1027</box>
paragraph: ತರಬೇತಿ ಸಂಯೋಜನೆಯಲ್ಲಿ 600 ರಿಂದ 700 ಫಲಾನುಭವಿಗಳಿಗೆ ಅನುಕೂಲವಾಗಲಿದೆ. ಪ್ರತಿ ವರ್ಷವೂ ಈ ರೀತಿಯ ಕಾರ್ಯಕ್ರಮ ಹಮ್ಮಿಕೊಳ್ಳಲಾಗುತ್ತಿದೆ ಎಂದು ತಿಳಿಸಿದರು. <box>657 283 933 301</box>
paragraph: ಸಮಾಜದ ಗನ್ನ ಚೆನ್ನೆ ಒಡನಾಟ ಅರಿವಿನಲ್ಲಿ ವರ್ಷಗಳ ಜನ ಸಾಮಾನ್ಯರಲ್ಲಿ ಈಗ ಒಂದು ಮಾತನಾಡುವ ಒಂದು ವಾಸ್ತವವಾಗಿ ಒಂದು. ಇಂದು ಸಮಾಜ ಮತ್ತು ಬಹುವಾಗಿ ಒಂದು ಇಲ್ಲ ಪ್ರಶ್ನೆ ಪಾತ್ರ ನಡೆಯುತ್ತದೆ. <box>613 698 729 736</box>
paragraph: ಜನರಲ್ಲಿ ಜಾಗೃತಿ ಮೂಡಿಸುವ ಮೂಲಕ ಮಧ್ಯವರ್ತಿಗಳ ಹಾವಳಿಯನ್ನು ತಡೆಯಬಹುದು ಎಂಬುದು ತಜ್ಞರ ಅಭಿಪ್ರಾಯ. <box>613 766 729 794</box>
swachhata-headline: ನಗರದ ಸ್ವಚ್ಛತೆಗೆ ಪೌರ ಕಾರ್ಮಿಕರಿಂದಲೇ ಜಾಗೃತಿ <box>10 693 351 715</box>
paragraph: ಕಾರ್ಯಕ್ರಮದಲ್ಲಿ ವಿವಿಧ ಇಲಾಖೆಗಳ ಅಧಿಕಾರಿಗಳು ಮತ್ತು ಸಿಬ್ಬಂದಿ ವರ್ಗದವರು ಭಾಗವಹಿಸಿದ್ದರು. ಸಾರ್ವಜನಿಕರು ಹೆಚ್ಚಿನ ಸಂಖ್ಯೆಯಲ್ಲಿ ಉಪಸ್ಥಿತರಿದ್ದರು. <box>657 307 933 325</box>
atithi-headline-line2: ವಿದ್ಯಾರ್ಥಿಗಳ ಭವಿಷ್ಯ ಕತ್ತಲಲ್ಲಿಡಬೇಡಿ <box>88 935 273 953</box>
paragraph: ಅ.2 ರಂದು ಬೆಳಿಗ್ಗೆ 9 ಗಂಟೆಗೆ ಎಲ್ಲಾ ಇಲಾಖೆಗಳ ಅಧಿಕಾರಿಗಳು ತಪ್ಪದೇ ಹಾಜರಾಗಬೇಕು. <box>367 973 537 981</box>
pourakarmika-photo <box>10 501 178 597</box>
